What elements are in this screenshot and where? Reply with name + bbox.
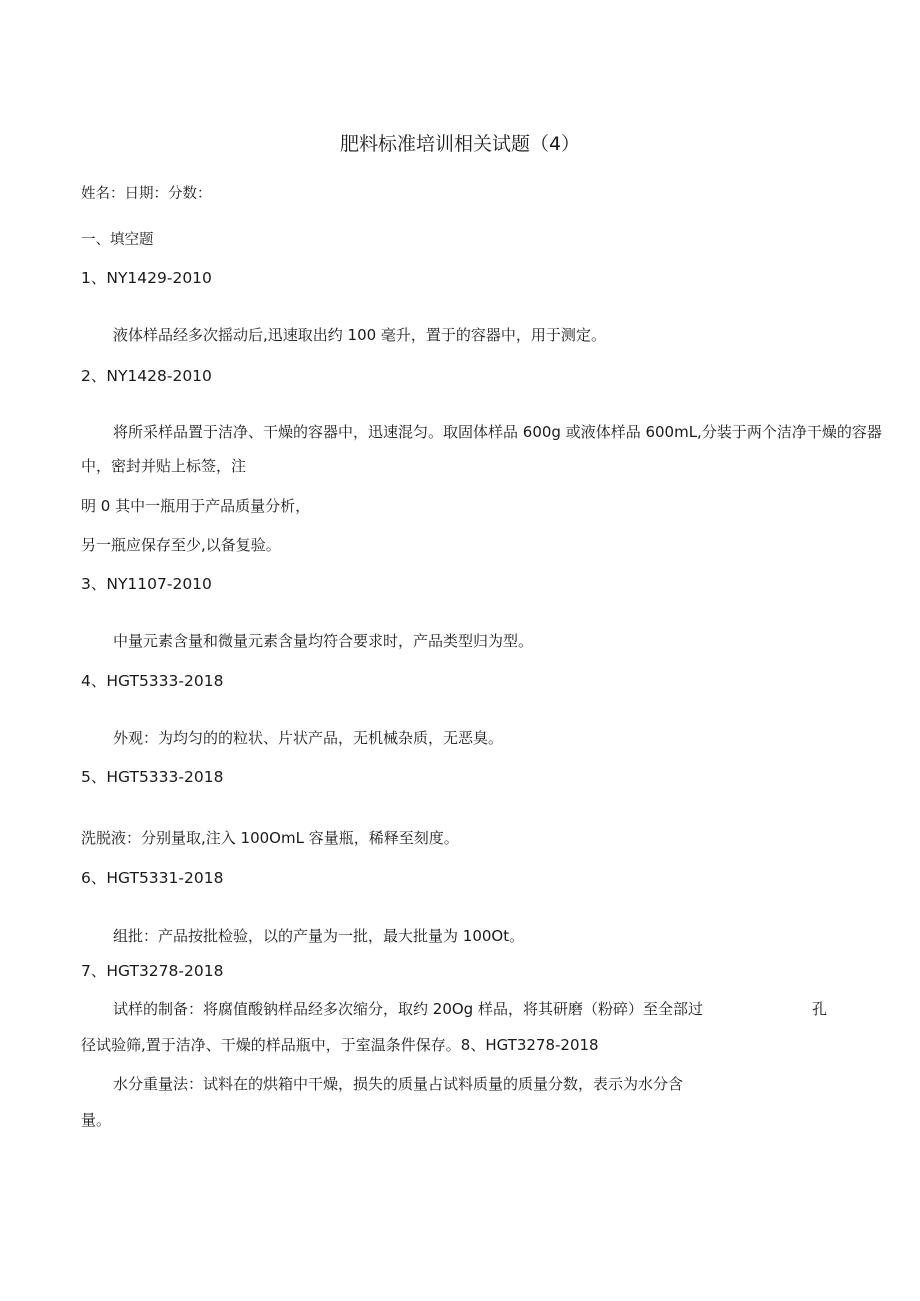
question-3-text: 中量元素含量和微量元素含量均符合要求时，产品类型归为型。 bbox=[113, 632, 534, 650]
question-7-text-line-2: 径试验筛,置于洁净、干燥的样品瓶中，于室温条件保存。8、HGT3278-2018 bbox=[81, 1036, 599, 1054]
document-title: 肥料标准培训相关试题（4） bbox=[339, 133, 581, 155]
section-heading: 一、填空题 bbox=[81, 232, 154, 248]
question-2-text-line-3: 明 0 其中一瓶用于产品质量分析， bbox=[81, 497, 311, 515]
info-line: 姓名：日期：分数： bbox=[81, 186, 212, 202]
question-6-text: 组批：产品按批检验，以的产量为一批，最大批量为 100Ot。 bbox=[113, 927, 525, 945]
question-2-text-line-4: 另一瓶应保存至少,以备复验。 bbox=[81, 536, 281, 554]
question-4-text: 外观：为均匀的的粒状、片状产品，无机械杂质，无恶臭。 bbox=[113, 729, 504, 747]
question-7-text-line-1: 试样的制备：将腐值酸钠样品经多次缩分，取约 20Og 样品，将其研磨（粉碎）至全部过 bbox=[113, 1000, 703, 1018]
question-2-text-line-1: 将所采样品置于洁净、干燥的容器中，迅速混匀。取固体样品 600g 或液体样品 600mL,分装于两个洁净干燥的容器 bbox=[113, 423, 882, 441]
question-2-heading: 2、NY1428-2010 bbox=[81, 367, 212, 385]
question-3-heading: 3、NY1107-2010 bbox=[81, 575, 212, 593]
question-7-heading: 7、HGT3278-2018 bbox=[81, 962, 224, 980]
question-5-text: 洗脱液：分别量取,注入 100OmL 容量瓶，稀释至刻度。 bbox=[81, 829, 459, 847]
question-8-text-line-2: 量。 bbox=[81, 1111, 112, 1129]
question-4-heading: 4、HGT5333-2018 bbox=[81, 672, 224, 690]
question-1-heading: 1、NY1429-2010 bbox=[81, 269, 212, 287]
question-8-text-line-1: 水分重量法：试料在的烘箱中干燥，损失的质量占试料质量的质量分数，表示为水分含 bbox=[113, 1075, 684, 1093]
question-5-heading: 5、HGT5333-2018 bbox=[81, 768, 224, 786]
question-1-text: 液体样品经多次摇动后,迅速取出约 100 毫升，置于的容器中，用于测定。 bbox=[113, 326, 606, 344]
question-7-text-line-1-end: 孔 bbox=[812, 1000, 828, 1018]
question-2-text-line-2: 中，密封并贴上标签，注 bbox=[81, 457, 247, 475]
question-6-heading: 6、HGT5331-2018 bbox=[81, 869, 224, 887]
